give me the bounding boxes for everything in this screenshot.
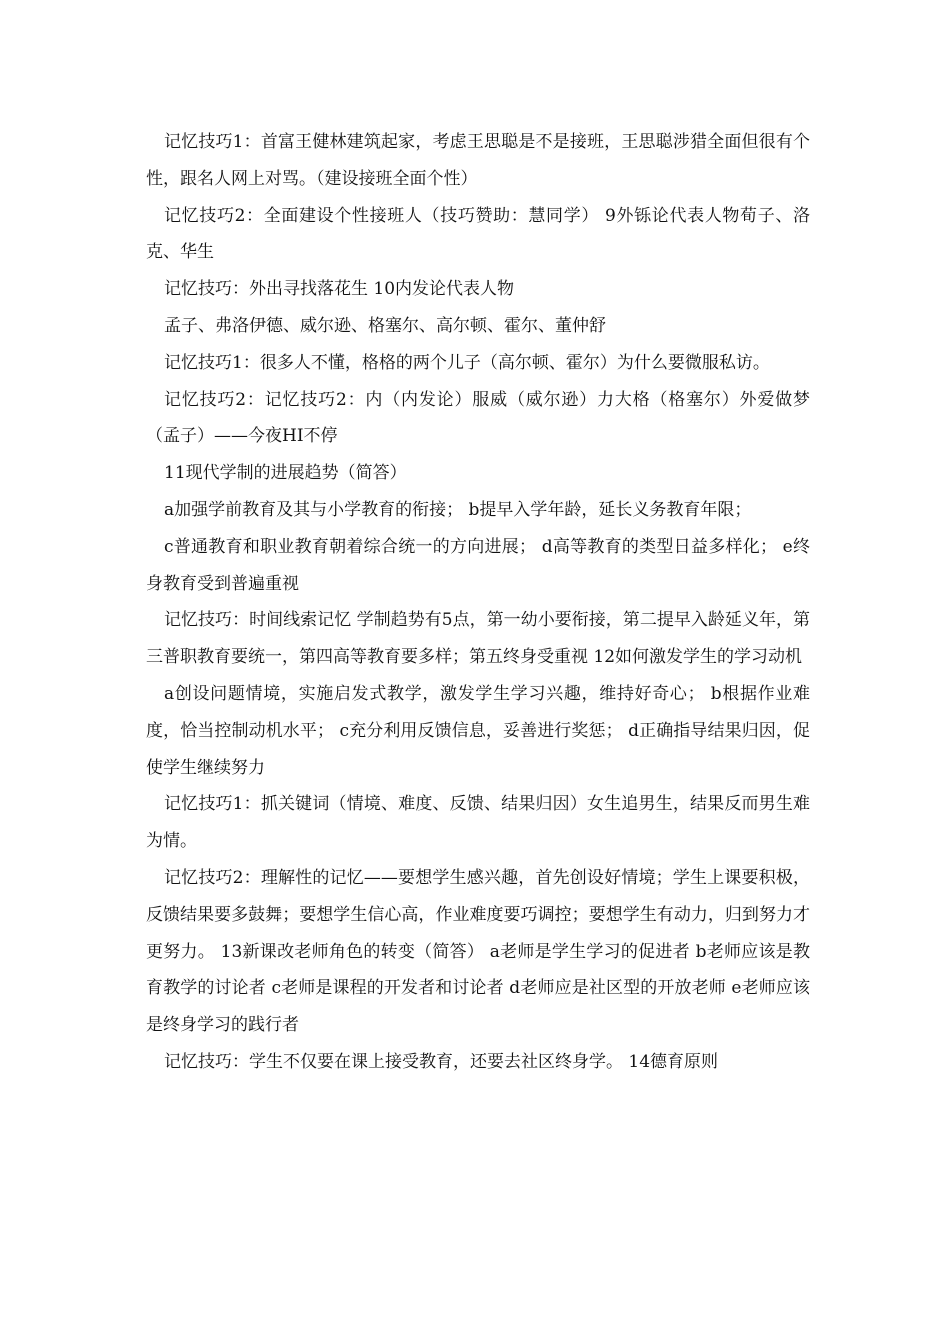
paragraph-8: a加强学前教育及其与小学教育的衔接； b提早入学年龄，延长义务教育年限； (164, 499, 752, 520)
paragraph-11: a创设问题情境，实施启发式教学，激发学生学习兴趣，维持好奇心； b根据作业难度，恰当控制动机水平； c充分利用反馈信息，妥善进行奖惩； d正确指导结果归因，促使学生继续努力 (146, 683, 810, 778)
document-body (146, 124, 810, 1081)
paragraph-12: 记忆技巧1：抓关键词（情境、难度、反馈、结果归因）女生追男生，结果反而男生难为情。 (146, 794, 810, 852)
section-heading-11: 11现代学制的进展趋势（简答） (164, 463, 407, 484)
paragraph-14: 记忆技巧：学生不仅要在课上接受教育，还要去社区终身学。 14德育原则 (164, 1051, 719, 1072)
paragraph-2: 记忆技巧2：全面建设个性接班人（技巧赞助：慧同学） 9外铄论代表人物荀子、洛克、华生 (146, 205, 810, 263)
paragraph-9: c普通教育和职业教育朝着综合统一的方向进展； d高等教育的类型日益多样化； e终身教育受到普遍重视 (146, 536, 810, 594)
paragraph-4: 孟子、弗洛伊德、威尔逊、格塞尔、高尔顿、霍尔、董仲舒 (164, 315, 606, 336)
paragraph-10: 记忆技巧：时间线索记忆 学制趋势有5点，第一幼小要衔接，第二提早入龄延义年，第三普职教育要统一，第四高等教育要多样；第五终身受重视 12如何激发学生的学习动机 (146, 610, 810, 668)
paragraph-3: 记忆技巧：外出寻找落花生 10内发论代表人物 (164, 279, 515, 300)
paragraph-1: 记忆技巧1：首富王健林建筑起家，考虑王思聪是不是接班，王思聪涉猎全面但很有个性，跟名人网上对骂。（建设接班全面个性） (146, 132, 810, 189)
paragraph-13: 记忆技巧2：理解性的记忆——要想学生感兴趣，首先创设好情境；学生上课要积极，反馈结果要多鼓舞；要想学生信心高，作业难度要巧调控；要想学生有动力，归到努力才更努力。 13新课改老师角色的转变（简答） a老师是学生学习的促进者 b老师应该是教育教学的讨论者 c老师是课程的开发者和讨论者 d老师应是社区型的开放老师 e老师应该是终身学习的践行者 (146, 867, 810, 1036)
paragraph-6: 记忆技巧2：记忆技巧2：内（内发论）服威（威尔逊）力大格（格塞尔）外爱做梦（孟子）——今夜HI不停 (146, 389, 810, 447)
paragraph-5: 记忆技巧1：很多人不懂，格格的两个儿子（高尔顿、霍尔）为什么要微服私访。 (164, 352, 770, 373)
